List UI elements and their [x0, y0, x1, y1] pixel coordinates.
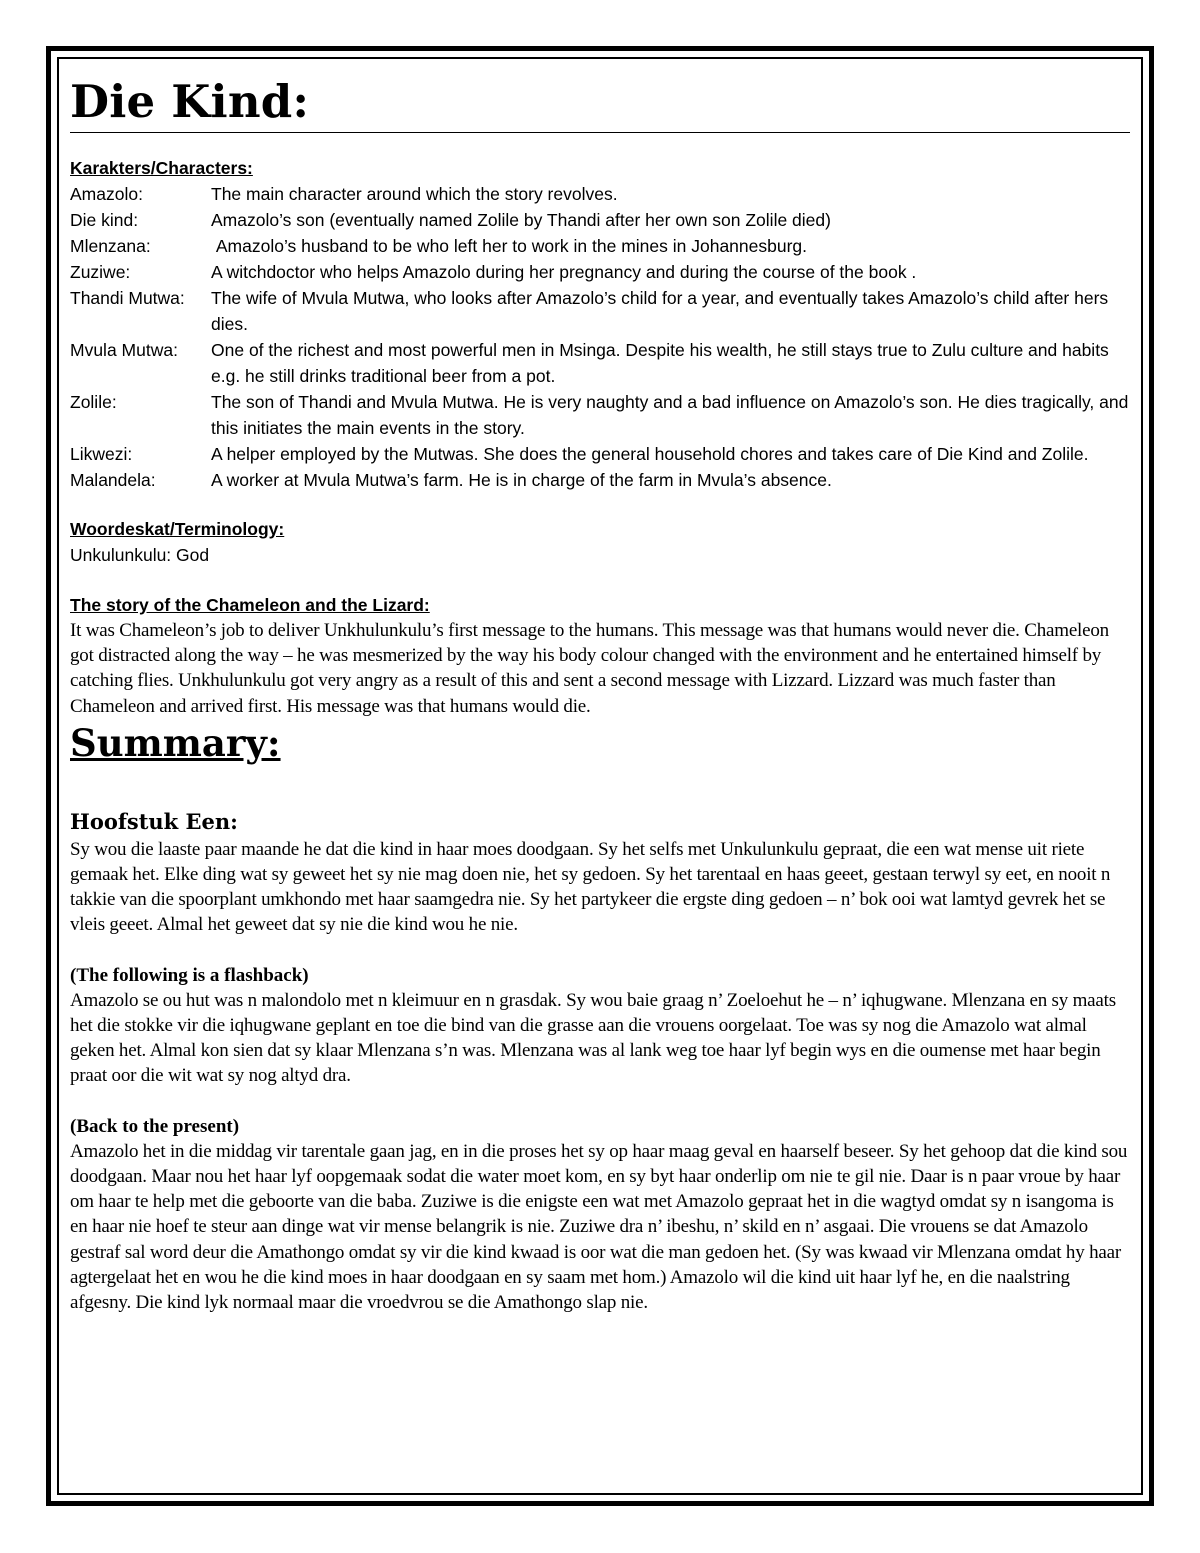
- character-name: Zolile:: [70, 392, 117, 412]
- character-row: [70, 181, 1130, 207]
- summary-heading: Summary:: [70, 720, 281, 765]
- flashback-heading: (The following is a flashback): [70, 964, 309, 986]
- character-description: A witchdoctor who helps Amazolo during her pregnancy and during the course of the book .: [211, 262, 917, 282]
- terminology-heading: Woordeskat/Terminology:: [70, 519, 285, 539]
- character-row: [70, 285, 1130, 337]
- document-title: Die Kind:: [70, 74, 1130, 133]
- character-name: Amazolo:: [70, 184, 143, 204]
- character-description: A worker at Mvula Mutwa’s farm. He is in charge of the farm in Mvula’s absence.: [211, 470, 832, 490]
- character-row: [70, 337, 1130, 389]
- character-description: The main character around which the story revolves.: [211, 184, 618, 204]
- character-name: Die kind:: [70, 210, 139, 230]
- character-list: [70, 181, 1134, 493]
- character-description: The wife of Mvula Mutwa, who looks after Amazolo’s child for a year, and eventually takes Amazolo’s child after hers dies.: [211, 288, 1114, 334]
- character-row: [70, 207, 1130, 233]
- character-description: Amazolo’s son (eventually named Zolile by Thandi after her own son Zolile died): [211, 210, 831, 230]
- character-row: [70, 233, 1130, 259]
- terminology-entry: Unkulunkulu: God: [70, 545, 210, 565]
- chapter-heading: Hoofstuk Een:: [70, 808, 238, 834]
- character-name: Mvula Mutwa:: [70, 340, 178, 360]
- character-name: Zuziwe:: [70, 262, 131, 282]
- story-heading: The story of the Chameleon and the Lizard:: [70, 595, 430, 615]
- characters-heading: Karakters/Characters:: [70, 158, 253, 178]
- character-description: One of the richest and most powerful men in Msinga. Despite his wealth, he still stays true to Zulu culture and habits e.g. he still drinks traditional beer from a pot.: [211, 340, 1114, 386]
- document-content: [70, 74, 1134, 1315]
- present-heading: (Back to the present): [70, 1115, 240, 1137]
- character-row: [70, 441, 1130, 467]
- character-row: [70, 259, 1130, 285]
- character-description: A helper employed by the Mutwas. She does the general household chores and takes care of Die Kind and Zolile.: [211, 444, 1089, 464]
- character-name: Likwezi:: [70, 444, 133, 464]
- character-name: Mlenzana:: [70, 236, 151, 256]
- character-name: Malandela:: [70, 470, 156, 490]
- summary-paragraph-1: Sy wou die laaste paar maande he dat die kind in haar moes doodgaan. Sy het selfs met Unkulunkulu gepraat, die een wat mense uit riete gemaak het. Elke ding wat sy geweet het sy nie mag doen nie, het sy gedoen. Sy het tarentaal en haas geeet, gestaan terwyl sy eet, en nooit n takkie van die spoorplant umkhondo met haar saamgedra nie. Sy het partykeer die ergste ding gedoen – n’ bok ooi wat lamtyd gevrek het se vleis geeet. Almal het geweet dat sy nie die kind wou he nie.: [70, 838, 1111, 936]
- character-row: [70, 389, 1134, 441]
- character-description: The son of Thandi and Mvula Mutwa. He is very naughty and a bad influence on Amazolo’s son. He dies tragically, and this initiates the main events in the story.: [211, 392, 1134, 438]
- summary-paragraph-3: Amazolo het in die middag vir tarentale gaan jag, en in die proses het sy op haar maag geval en haarself beseer. Sy het gehoop dat die kind sou doodgaan. Maar nou het haar lyf oopgemaak sodat die water moet kom, en sy byt haar onderlip om nie te gil nie. Daar is n paar vroue by haar om haar te help met die geboorte van die baba. Zuziwe is die enigste een wat met Amazolo gepraat het in die wagtyd omdat sy n isangoma is en haar nie hoef te steur aan dinge wat vir mense belangrik is nie. Zuziwe dra n’ ibeshu, n’ skild en n’ asgaai. Die vrouens se dat Amazolo gestraf sal word deur die Amathongo omdat sy vir die kind kwaad is oor wat die man gedoen het. (Sy was kwaad vir Mlenzana omdat hy haar agtergelaat het en wou he die kind moes in haar doodgaan en sy saam met hom.) Amazolo wil die kind uit haar lyf he, en die naalstring afgesny. Die kind lyk normaal maar die vroedvrou se die Amathongo slap nie.: [70, 1140, 1128, 1314]
- character-description: Amazolo’s husband to be who left her to work in the mines in Johannesburg.: [211, 236, 808, 256]
- summary-paragraph-2: Amazolo se ou hut was n malondolo met n kleimuur en n grasdak. Sy wou baie graag n’ Zoeloehut he – n’ iqhugwane. Mlenzana en sy maats het die stokke vir die iqhugwane geplant en toe die bind van die grasse aan die vrouens oorgelaat. Toe was sy nog die Amazolo wat almal geken het. Almal kon sien dat sy klaar Mlenzana s’n was. Mlenzana was al lank weg toe haar lyf begin wys en die oumense met haar begin praat oor die wit wat sy nog altyd dra.: [70, 989, 1116, 1087]
- story-paragraph: It was Chameleon’s job to deliver Unkhulunkulu’s first message to the humans. This message was that humans would never die. Chameleon got distracted along the way – he was mesmerized by the way his body colour changed with the environment and he entertained himself by catching flies. Unkhulunkulu got very angry as a result of this and sent a second message with Lizzard. Lizzard was much faster than Chameleon and arrived first. His message was that humans would die.: [70, 620, 1109, 717]
- character-row: [70, 467, 1130, 493]
- character-name: Thandi Mutwa:: [70, 288, 185, 308]
